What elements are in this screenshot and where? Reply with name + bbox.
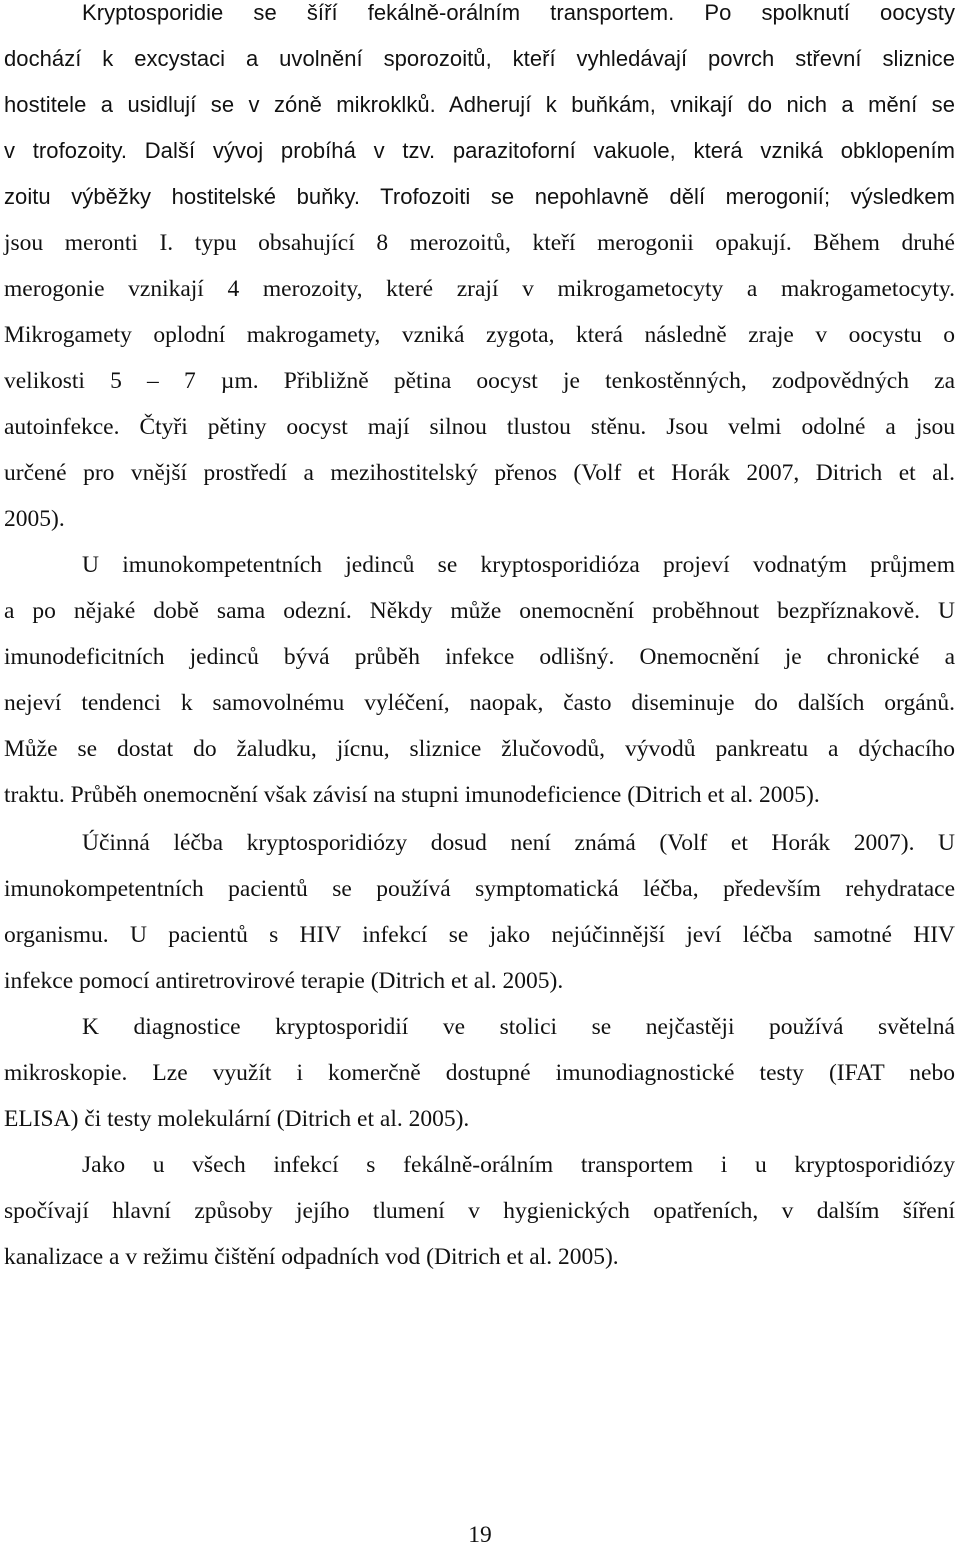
- text-line: jsou meronti I. typu obsahující 8 merozoitů, kteří merogonii opakují. Během druhé: [4, 230, 955, 256]
- text-line: dochází k excystaci a uvolnění sporozoitů, kteří vyhledávají povrch střevní sliznice: [4, 46, 955, 71]
- text-line: nejeví tendenci k samovolnému vyléčení, naopak, často diseminuje do dalších orgánů.: [4, 690, 955, 716]
- text-line: Kryptosporidie se šíří fekálně-orálním transportem. Po spolknutí oocysty: [82, 0, 955, 25]
- page-number: 19: [468, 1522, 492, 1548]
- text-line: velikosti 5 – 7 µm. Přibližně pětina oocyst je tenkostěnných, zodpovědných za: [4, 368, 955, 394]
- text-line: Mikrogamety oplodní makrogamety, vzniká zygota, která následně zraje v oocystu o: [4, 322, 955, 348]
- text-line: ELISA) či testy molekulární (Ditrich et al. 2005).: [4, 1106, 470, 1132]
- text-line: imunodeficitních jedinců bývá průběh infekce odlišný. Onemocnění je chronické a: [4, 644, 955, 670]
- text-line: hostitele a usidlují se v zóně mikroklků. Adherují k buňkám, vnikají do nich a mění se: [4, 92, 955, 117]
- text-line: infekce pomocí antiretrovirové terapie (Ditrich et al. 2005).: [4, 968, 564, 994]
- text-line: merogonie vznikají 4 merozoity, které zrají v mikrogametocyty a makrogametocyty.: [4, 276, 955, 302]
- text-line: v trofozoity. Další vývoj probíhá v tzv. parazitoforní vakuole, která vzniká obklopením: [4, 138, 955, 163]
- text-line: Jako u všech infekcí s fekálně-orálním transportem i u kryptosporidiózy: [82, 1152, 955, 1178]
- text-line: Účinná léčba kryptosporidiózy dosud není známá (Volf et Horák 2007). U: [82, 830, 955, 856]
- text-line: organismu. U pacientů s HIV infekcí se jako nejúčinnější jeví léčba samotné HIV: [4, 922, 955, 948]
- text-line: Může se dostat do žaludku, jícnu, sliznice žlučovodů, vývodů pankreatu a dýchacího: [4, 736, 955, 762]
- text-line: a po nějaké době sama odezní. Někdy může onemocnění proběhnout bezpříznakově. U: [4, 598, 955, 624]
- text-line: traktu. Průběh onemocnění však závisí na stupni imunodeficience (Ditrich et al. 2005).: [4, 782, 820, 808]
- text-line: 2005).: [4, 506, 65, 532]
- text-line: imunokompetentních pacientů se používá symptomatická léčba, především rehydratace: [4, 876, 955, 902]
- text-line: určené pro vnější prostředí a mezihostitelský přenos (Volf et Horák 2007, Ditrich et al.: [4, 460, 955, 486]
- text-line: autoinfekce. Čtyři pětiny oocyst mají silnou tlustou stěnu. Jsou velmi odolné a jsou: [4, 414, 955, 440]
- text-line: kanalizace a v režimu čištění odpadních vod (Ditrich et al. 2005).: [4, 1244, 619, 1270]
- text-line: zoitu výběžky hostitelské buňky. Trofozoiti se nepohlavně dělí merogonií; výsledkem: [4, 184, 955, 209]
- text-line: U imunokompetentních jedinců se kryptosporidióza projeví vodnatým průjmem: [82, 552, 955, 578]
- text-line: spočívají hlavní způsoby jejího tlumení v hygienických opatřeních, v dalším šíření: [4, 1198, 955, 1224]
- text-line: mikroskopie. Lze využít i komerčně dostupné imunodiagnostické testy (IFAT nebo: [4, 1060, 955, 1086]
- text-line: K diagnostice kryptosporidií ve stolici se nejčastěji používá světelná: [82, 1014, 955, 1040]
